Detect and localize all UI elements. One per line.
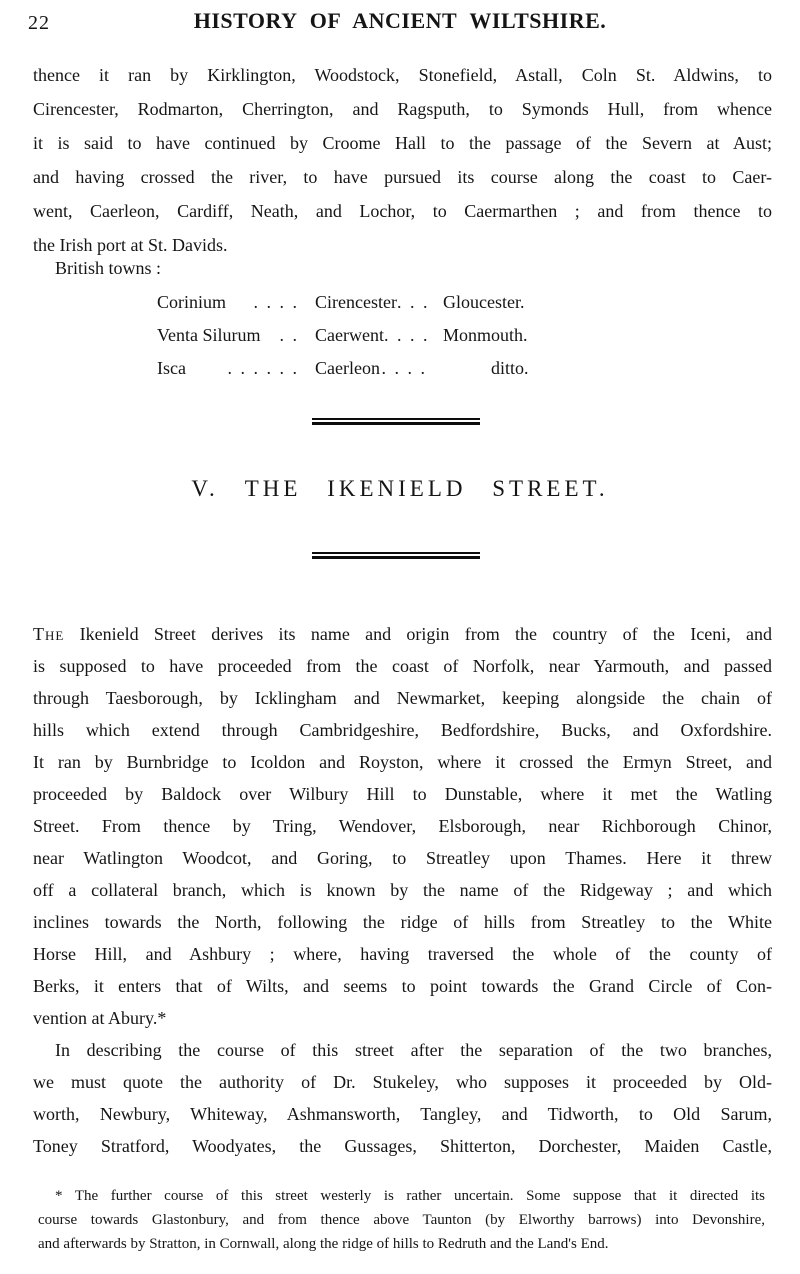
body-line: Berks, it enters that of Wilts, and seems to point towards the Grand Circle of Con- bbox=[33, 976, 772, 996]
paragraph-line: thence it ran by Kirklington, Woodstock, Stonefield, Astall, Coln St. Aldwins, to bbox=[33, 65, 772, 85]
running-title: HISTORY OF ANCIENT WILTSHIRE. bbox=[193, 8, 607, 33]
table-row bbox=[157, 352, 597, 385]
leader-dots: . . . . bbox=[383, 325, 430, 345]
body-line: inclines towards the North, following the ridge of hills from Streatley to the White bbox=[33, 912, 772, 932]
body-line: In describing the course of this street after the separation of the two branches, bbox=[55, 1040, 772, 1060]
body-line: Street. From thence by Tring, Wendover, Elsborough, near Richborough Chinor, bbox=[33, 816, 772, 836]
section-heading bbox=[0, 476, 800, 502]
footnote bbox=[38, 1184, 765, 1256]
body-line: proceeded by Baldock over Wilbury Hill to Dunstable, where it met the Watling bbox=[33, 784, 772, 804]
roman-name: Caerleon bbox=[315, 358, 380, 378]
section-body bbox=[33, 618, 772, 1162]
british-towns-table bbox=[157, 286, 597, 385]
british-towns-label: British towns : bbox=[55, 258, 162, 278]
body-line: Horse Hill, and Ashbury ; where, having traversed the whole of the county of bbox=[33, 944, 772, 964]
paragraph-line: went, Caerleon, Cardiff, Neath, and Lochor, to Caermarthen ; and from thence to bbox=[33, 201, 772, 221]
table-row bbox=[157, 286, 597, 319]
paragraph-line: it is said to have continued by Croome Hall to the passage of the Severn at Aust; bbox=[33, 133, 772, 153]
body-line: off a collateral branch, which is known by the name of the Ridgeway ; and which bbox=[33, 880, 772, 900]
section-divider-top bbox=[312, 418, 480, 425]
modern-name: ditto. bbox=[491, 358, 529, 378]
body-line: through Taesborough, by Icklingham and Newmarket, keeping alongside the chain of bbox=[33, 688, 772, 708]
footnote-line: course towards Glastonbury, and from thence above Taunton (by Elworthy barrows) into Devonshire, bbox=[38, 1212, 765, 1228]
leader-dots: . . . . . . bbox=[227, 358, 299, 378]
latin-name: Isca bbox=[157, 358, 186, 378]
latin-name: Corinium bbox=[157, 292, 227, 312]
body-line: we must quote the authority of Dr. Stukeley, who supposes it proceeded by Old- bbox=[33, 1072, 772, 1092]
section-title: THE IKENIELD STREET. bbox=[244, 476, 609, 501]
modern-name: Monmouth. bbox=[443, 325, 528, 345]
section-number: V. bbox=[191, 476, 219, 501]
body-line: is supposed to have proceeded from the coast of Norfolk, near Yarmouth, and passed bbox=[33, 656, 772, 676]
modern-name: Gloucester. bbox=[443, 292, 525, 312]
leader-dots: . . . . bbox=[381, 358, 427, 378]
paragraph-line: the Irish port at St. Davids. bbox=[33, 235, 228, 255]
body-line: vention at Abury.* bbox=[33, 1008, 167, 1028]
footnote-line: and afterwards by Stratton, in Cornwall, along the ridge of hills to Redruth and the Land's End. bbox=[38, 1236, 609, 1252]
body-line: hills which extend through Cambridgeshire, Bedfordshire, Bucks, and Oxfordshire. bbox=[33, 720, 772, 740]
leader-dots: . . bbox=[279, 325, 299, 345]
table-row bbox=[157, 319, 597, 352]
page-number: 22 bbox=[28, 12, 50, 34]
roman-name: Caerwent bbox=[315, 325, 384, 345]
paragraph-line: and having crossed the river, to have pursued its course along the coast to Caer- bbox=[33, 167, 772, 187]
leader-dots: . . . bbox=[396, 292, 430, 312]
section-divider-bottom bbox=[312, 552, 480, 559]
body-line: The Ikenield Street derives its name and origin from the country of the Iceni, and bbox=[33, 624, 772, 644]
paragraph-continuation bbox=[33, 58, 772, 262]
body-line: near Watlington Woodcot, and Goring, to Streatley upon Thames. Here it threw bbox=[33, 848, 772, 868]
body-line: It ran by Burnbridge to Icoldon and Royston, where it crossed the Ermyn Street, and bbox=[33, 752, 772, 772]
latin-name: Venta Silurum bbox=[157, 325, 261, 345]
leader-dots: . . . . bbox=[253, 292, 299, 312]
body-line: worth, Newbury, Whiteway, Ashmansworth, Tangley, and Tidworth, to Old Sarum, bbox=[33, 1104, 772, 1124]
lead-word: The bbox=[33, 624, 65, 644]
body-line: Toney Stratford, Woodyates, the Gussages, Shitterton, Dorchester, Maiden Castle, bbox=[33, 1136, 772, 1156]
footnote-line: * The further course of this street westerly is rather uncertain. Some suppose that it directed its bbox=[55, 1188, 765, 1204]
roman-name: Cirencester bbox=[315, 292, 397, 312]
paragraph-line: Cirencester, Rodmarton, Cherrington, and Ragsputh, to Symonds Hull, from whence bbox=[33, 99, 772, 119]
